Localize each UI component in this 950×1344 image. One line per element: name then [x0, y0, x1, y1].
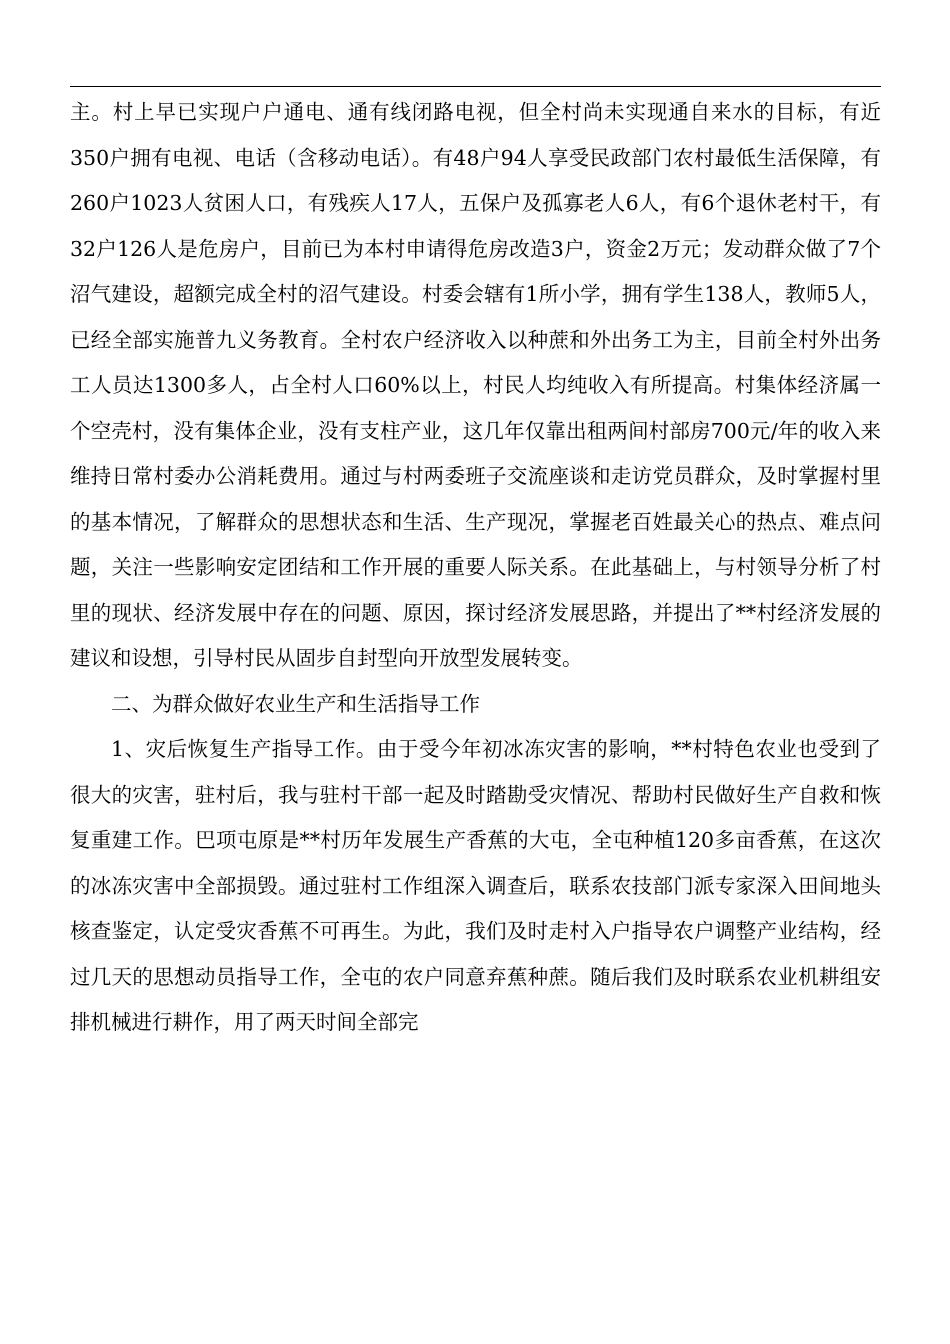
- document-body: [70, 90, 881, 1046]
- header-rule: [70, 86, 881, 87]
- body-paragraph-disaster-recovery: 1、灾后恢复生产指导工作。由于受今年初冰冻灾害的影响，**村特色农业也受到了很大的灾害，驻村后，我与驻村干部一起及时踏勘受灾情况、帮助村民做好生产自救和恢复重建工作。巴项屯原是**村历年发展生产香蕉的大屯，全屯种植120多亩香蕉，在这次的冰冻灾害中全部损毁。通过驻村工作组深入调查后，联系农技部门派专家深入田间地头核查鉴定，认定受灾香蕉不可再生。为此，我们及时走村入户指导农户调整产业结构，经过几天的思想动员指导工作，全屯的农户同意弃蕉种蔗。随后我们及时联系农业机耕组安排机械进行耕作，用了两天时间全部完: [70, 737, 881, 1034]
- section-heading-agricultural-guidance: 二、为群众做好农业生产和生活指导工作: [111, 691, 480, 716]
- body-paragraph-village-overview: 主。村上早已实现户户通电、通有线闭路电视，但全村尚未实现通自来水的目标，有近350户拥有电视、电话（含移动电话）。有48户94人享受民政部门农村最低生活保障，有260户1023人贫困人口，有残疾人17人，五保户及孤寡老人6人，有6个退休老村干，有32户126人是危房户，目前已为本村申请得危房改造3户，资金2万元；发动群众做了7个沼气建设，超额完成全村的沼气建设。村委会辖有1所小学，拥有学生138人，教师5人，已经全部实施普九义务教育。全村农户经济收入以种蔗和外出务工为主，目前全村外出务工人员达1300多人，占全村人口60%以上，村民人均纯收入有所提高。村集体经济属一个空壳村，没有集体企业，没有支柱产业，这几年仅靠出租两间村部房700元/年的收入来维持日常村委办公消耗费用。通过与村两委班子交流座谈和走访党员群众，及时掌握村里的基本情况，了解群众的思想状态和生活、生产现况，掌握老百姓最关心的热点、难点问题，关注一些影响安定团结和工作开展的重要人际关系。在此基础上，与村领导分析了村里的现状、经济发展中存在的问题、原因，探讨经济发展思路，并提出了**村经济发展的建议和设想，引导村民从固步自封型向开放型发展转变。: [70, 100, 881, 670]
